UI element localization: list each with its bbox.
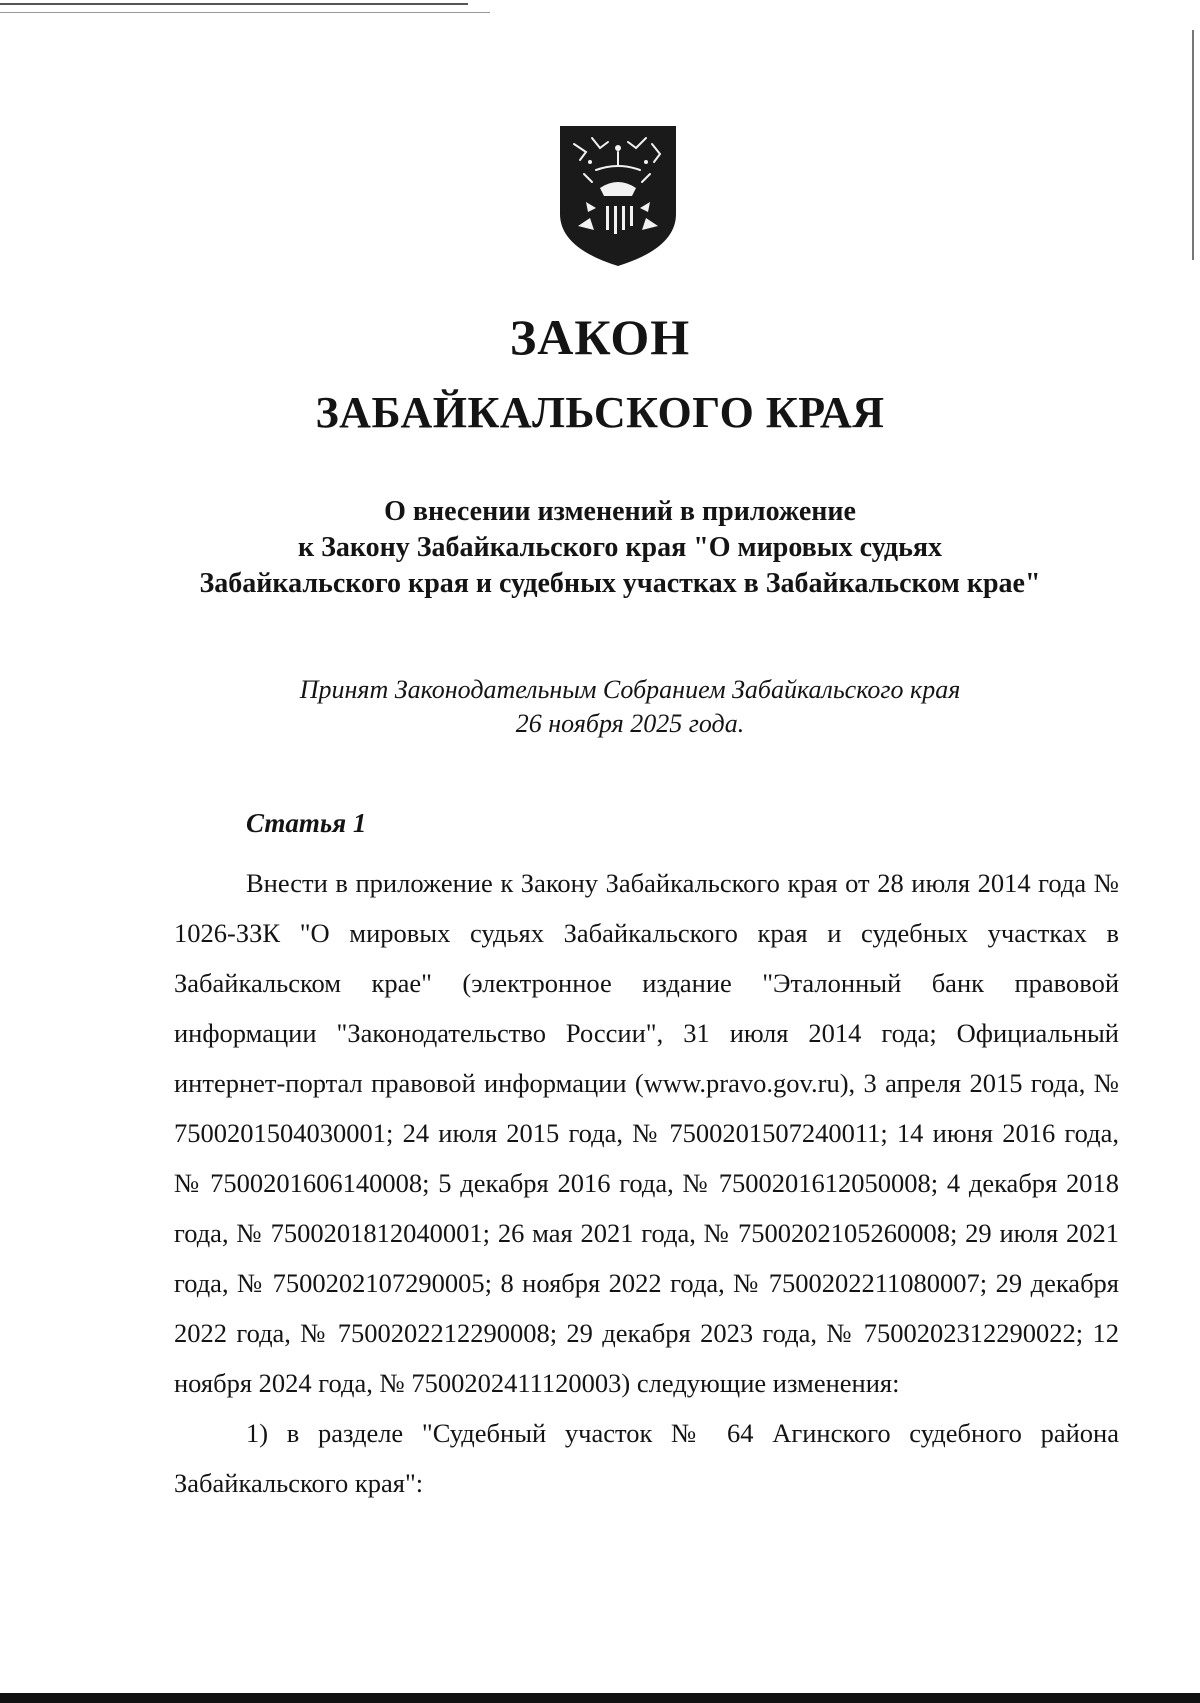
coat-of-arms-icon: [556, 122, 680, 268]
scan-artifact-line: [0, 12, 490, 13]
document-title: ЗАКОН: [509, 309, 691, 365]
subject-line: Забайкальского края и судебных участках в Забайкальском крае": [199, 568, 1041, 599]
subject-line: О внесении изменений в приложение: [384, 496, 856, 527]
law-subject-heading: [120, 494, 1120, 602]
adoption-line: Принят Законодательным Собранием Забайкальского края: [299, 675, 961, 704]
article-paragraph: Внести в приложение к Закону Забайкальского края от 28 июля 2014 года № 1026-ЗЗК "О мировых судьях Забайкальского края и судебных участках в Забайкальском крае" (электронное издание "Эталонный банк правовой информации "Законодательство России", 31 июля 2014 года; Официальный интернет-портал правовой информации (www.pravo.gov.ru), 3 апреля 2015 года, № 7500201504030001; 24 июля 2015 года, № 7500201507240011; 14 июня 2016 года, № 7500201606140008; 5 декабря 2016 года, № 7500201612050008; 4 декабря 2018 года, № 7500201812040001; 26 мая 2021 года, № 7500202105260008; 29 июля 2021 года, № 7500202107290005; 8 ноября 2022 года, № 7500202211080007; 29 декабря 2022 года, № 7500202212290008; 29 декабря 2023 года, № 7500202312290022; 12 ноября 2024 года, № 7500202411120003) следующие изменения:: [174, 868, 1119, 1398]
article-paragraph: 1) в разделе "Судебный участок № 64 Агинского судебного района Забайкальского края":: [174, 1418, 1119, 1498]
scan-artifact-line: [0, 3, 468, 5]
adoption-date: 26 ноября 2025 года.: [515, 709, 745, 738]
document-title-region: ЗАБАЙКАЛЬСКОГО КРАЯ: [315, 388, 885, 437]
adoption-note: [180, 673, 1080, 741]
scan-artifact-edge: [0, 1693, 1200, 1703]
scan-artifact-edge: [1192, 30, 1194, 260]
article-heading: Статья 1: [246, 808, 367, 838]
subject-line: к Закону Забайкальского края "О мировых судьях: [297, 532, 943, 563]
article-body: [174, 858, 1119, 1508]
